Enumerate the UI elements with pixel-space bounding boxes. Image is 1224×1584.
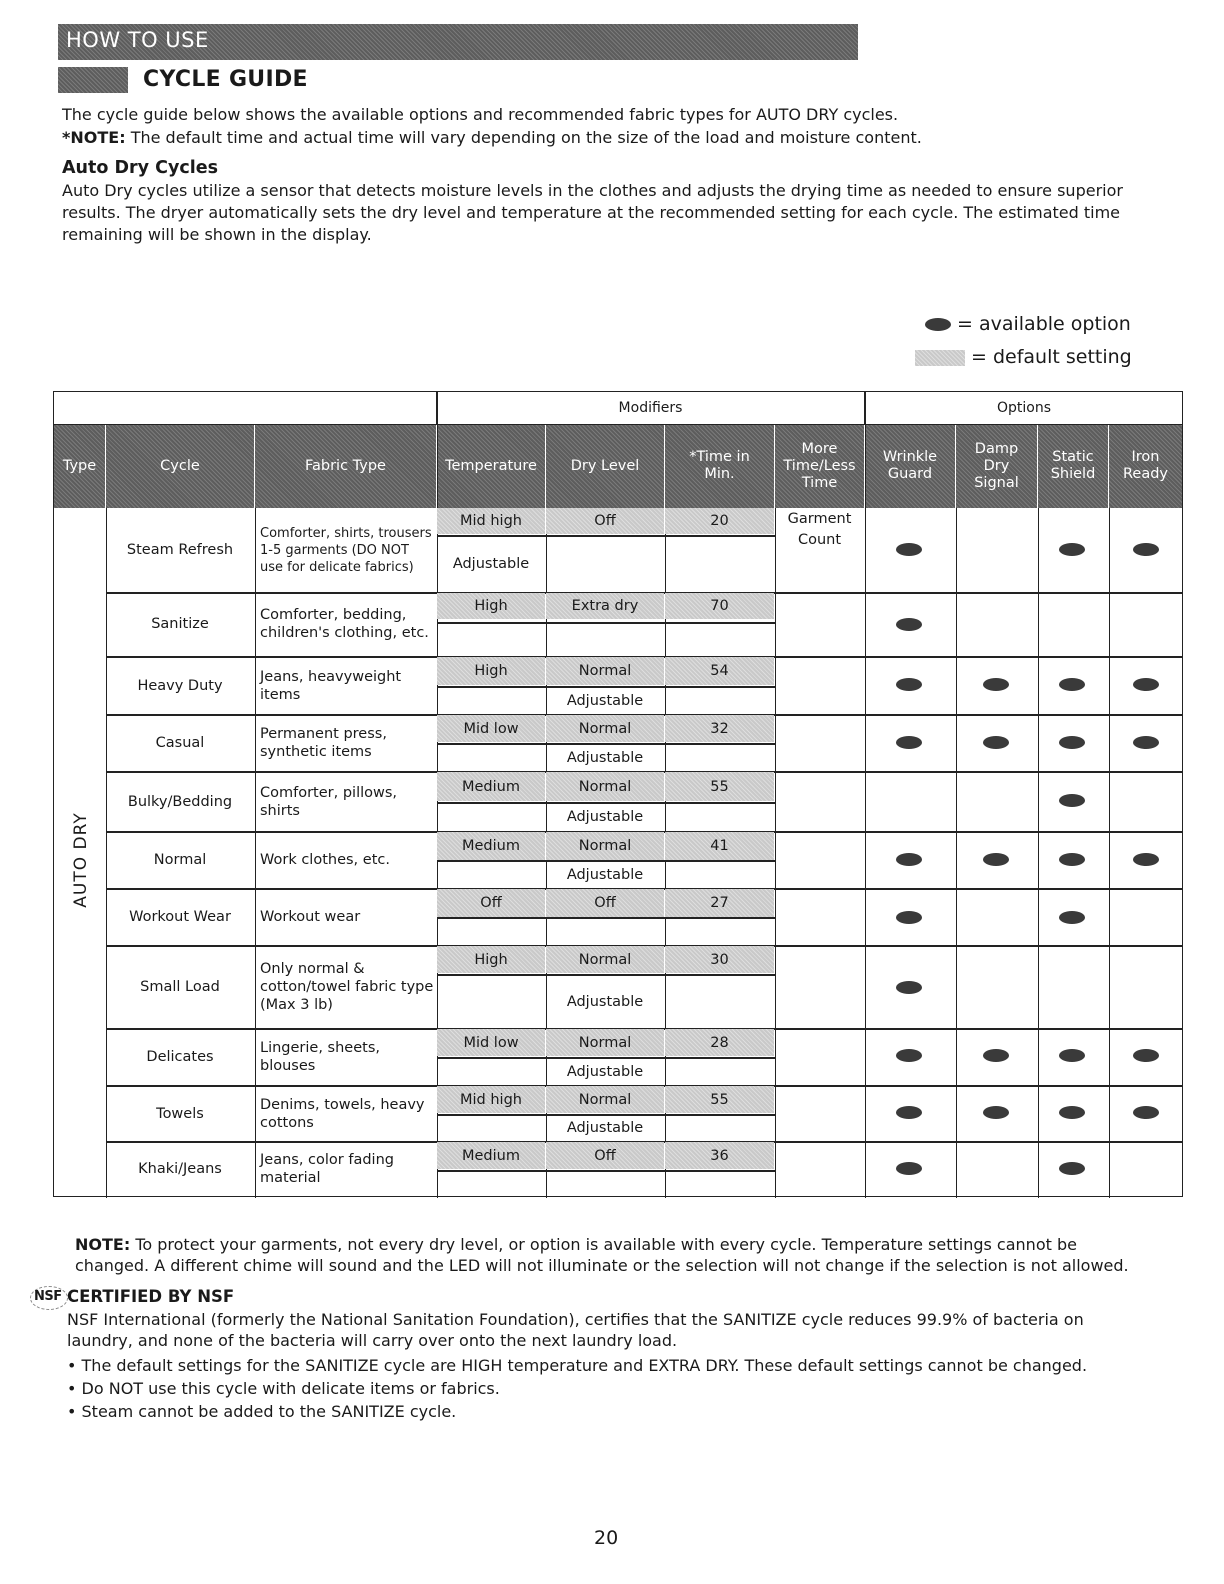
nsf-logo [30, 1286, 66, 1308]
cycle-delicates: Delicates [146, 1049, 214, 1065]
available-dot-icon [1133, 543, 1159, 556]
temp-bulky-bedding: Medium [437, 772, 545, 801]
available-dot-icon [1133, 736, 1159, 749]
dry-adjustable-heavy-duty: Adjustable [566, 692, 644, 709]
banner-text: HOW TO USE [66, 28, 209, 52]
available-dot-icon [1133, 1049, 1159, 1062]
fabric-heavy-duty: Jeans, heavyweight items [260, 668, 402, 703]
col-temperature: Temperature [437, 424, 546, 508]
footer-note [75, 1234, 1129, 1276]
fabric-workout-wear: Workout wear [260, 909, 361, 925]
time-heavy-duty: 54 [665, 657, 774, 685]
temp-delicates: Mid low [437, 1029, 545, 1056]
dry-khaki-jeans: Off [546, 1142, 664, 1169]
time-khaki-jeans: 36 [665, 1142, 774, 1169]
available-dot-icon [983, 678, 1009, 691]
temp-small-load: High [437, 946, 545, 973]
cycle-normal: Normal [153, 852, 207, 868]
available-dot-icon [983, 1106, 1009, 1119]
available-dot-icon [896, 1049, 922, 1062]
time-sanitize: 70 [665, 593, 774, 619]
available-dot-icon [1133, 853, 1159, 866]
available-dot-icon [896, 1162, 922, 1175]
auto-dry-description: Auto Dry cycles utilize a sensor that detects moisture levels in the clothes and adjusts the drying time as needed to ensure superior results. The dryer automatically sets the dry level and temperature at the recommended setting for each cycle. The estimated time remaining will be shown in the display. [62, 181, 1123, 244]
cycle-khaki-jeans: Khaki/Jeans [138, 1161, 222, 1177]
cycle-small-load: Small Load [140, 979, 220, 995]
available-dot-icon [1059, 736, 1085, 749]
temp-steam-refresh: Mid high [437, 508, 545, 534]
nsf-description [67, 1309, 1084, 1351]
bullet-item: • The default settings for the SANITIZE cycle are HIGH temperature and EXTRA DRY. These default settings cannot be changed. [67, 1356, 1088, 1375]
more-less-steam-refresh: Garment Count [787, 511, 852, 548]
nsf-heading: CERTIFIED BY NSF [67, 1287, 235, 1306]
temp-towels: Mid high [437, 1086, 545, 1113]
available-dot-icon [896, 981, 922, 994]
available-dot-icon [983, 1049, 1009, 1062]
time-towels: 55 [665, 1086, 774, 1113]
dry-towels: Normal [546, 1086, 664, 1113]
temp-casual: Mid low [437, 715, 545, 742]
type-label [56, 810, 106, 910]
col-dry-level: Dry Level [546, 424, 665, 508]
available-dot-icon [896, 853, 922, 866]
dry-adjustable-bulky-bedding: Adjustable [566, 809, 644, 825]
available-dot-icon [925, 318, 951, 331]
footer-note-label: NOTE: [75, 1235, 131, 1254]
available-dot-icon [1059, 678, 1085, 691]
available-dot-icon [896, 618, 922, 631]
time-small-load: 30 [665, 946, 774, 973]
section-banner [58, 24, 858, 60]
dry-sanitize: Extra dry [546, 593, 664, 619]
page-number: 20 [594, 1527, 619, 1549]
cycle-bulky-bedding: Bulky/Bedding [127, 793, 233, 810]
dry-adjustable-towels: Adjustable [566, 1120, 644, 1136]
fabric-normal: Work clothes, etc. [260, 852, 390, 868]
fabric-bulky-bedding: Comforter, pillows, shirts [260, 784, 398, 819]
available-dot-icon [1133, 678, 1159, 691]
nsf-logo-text: NSF [34, 1289, 62, 1304]
fabric-khaki-jeans: Jeans, color fading material [260, 1152, 394, 1186]
time-steam-refresh: 20 [665, 508, 774, 534]
col-static-shield: Static Shield [1038, 424, 1109, 508]
time-normal: 41 [665, 832, 774, 860]
available-dot-icon [896, 543, 922, 556]
col-fabric-type: Fabric Type [255, 424, 437, 508]
col-damp-dry-signal: Damp Dry Signal [956, 424, 1038, 508]
time-bulky-bedding: 55 [665, 772, 774, 801]
dry-bulky-bedding: Normal [546, 772, 664, 801]
fabric-delicates: Lingerie, sheets, blouses [260, 1040, 380, 1074]
dry-workout-wear: Off [546, 889, 664, 917]
dry-delicates: Normal [546, 1029, 664, 1056]
dry-adjustable-small-load: Adjustable [566, 993, 644, 1010]
page-title: CYCLE GUIDE [143, 67, 308, 92]
available-dot-icon [896, 678, 922, 691]
intro-note [62, 127, 922, 149]
fabric-steam-refresh: Comforter, shirts, trousers 1-5 garments (DO NOT use for delicate fabrics) [260, 525, 432, 575]
cycle-steam-refresh: Steam Refresh [126, 542, 234, 558]
default-hatch-icon [915, 350, 965, 366]
temp-sanitize: High [437, 593, 545, 619]
dry-heavy-duty: Normal [546, 657, 664, 685]
available-dot-icon [896, 1106, 922, 1119]
available-dot-icon [1059, 911, 1085, 924]
intro-note-text: The default time and actual time will vary depending on the size of the load and moisture content. [125, 128, 922, 147]
temp-workout-wear: Off [437, 889, 545, 917]
temp-khaki-jeans: Medium [437, 1142, 545, 1169]
col-cycle: Cycle [106, 424, 255, 508]
col-more-less-time: More Time/Less Time [775, 424, 865, 508]
group-options: Options [996, 400, 1052, 416]
temp-normal: Medium [437, 832, 545, 860]
table-corner [54, 392, 437, 424]
dry-adjustable-casual: Adjustable [566, 749, 644, 766]
cycle-towels: Towels [156, 1105, 204, 1122]
cycle-heavy-duty: Heavy Duty [137, 677, 223, 694]
section-marker [58, 67, 128, 93]
nsf-line1: NSF International (formerly the National Sanitation Foundation), certifies that the SANITIZE cycle reduces 99.9% of bacteria on [67, 1310, 1084, 1329]
cycle-casual: Casual [155, 735, 205, 751]
time-casual: 32 [665, 715, 774, 742]
dry-normal: Normal [546, 832, 664, 860]
available-dot-icon [1059, 543, 1085, 556]
intro-note-label: *NOTE: [62, 128, 126, 147]
legend-default-text: = default setting [971, 346, 1132, 368]
auto-dry-heading: Auto Dry Cycles [62, 158, 219, 178]
available-dot-icon [983, 853, 1009, 866]
cycle-workout-wear: Workout Wear [129, 909, 231, 925]
dry-small-load: Normal [546, 946, 664, 973]
available-dot-icon [1059, 1106, 1085, 1119]
available-dot-icon [1059, 853, 1085, 866]
temp-adjustable-steam-refresh: Adjustable [452, 556, 530, 572]
fabric-towels: Denims, towels, heavy cottons [260, 1096, 425, 1131]
dry-casual: Normal [546, 715, 664, 742]
footer-note-line2: changed. A different chime will sound and the LED will not illuminate or the selection will not change if the selection is not allowed. [75, 1256, 1129, 1275]
fabric-small-load: Only normal & cotton/towel fabric type (Max 3 lb) [260, 961, 434, 1013]
column-header-row [54, 424, 1182, 508]
legend-available-text: = available option [957, 313, 1131, 335]
intro-line: The cycle guide below shows the available options and recommended fabric types for AUTO DRY cycles. [62, 105, 899, 124]
time-workout-wear: 27 [665, 889, 774, 917]
nsf-line2: laundry, and none of the bacteria will carry over onto the next laundry load. [67, 1331, 678, 1350]
col-iron-ready: Iron Ready [1122, 449, 1168, 482]
available-dot-icon [1059, 1162, 1085, 1175]
col-wrinkle-guard: Wrinkle Guard [865, 424, 956, 508]
available-dot-icon [1133, 1106, 1159, 1119]
time-delicates: 28 [665, 1029, 774, 1056]
available-dot-icon [983, 736, 1009, 749]
dry-steam-refresh: Off [546, 508, 664, 534]
col-time: *Time in Min. [665, 424, 775, 508]
available-dot-icon [896, 736, 922, 749]
type-label-text: AUTO DRY [71, 812, 91, 908]
dry-adjustable-delicates: Adjustable [566, 1063, 644, 1080]
cycle-sanitize: Sanitize [151, 616, 209, 632]
fabric-sanitize: Comforter, bedding, children's clothing, etc. [260, 607, 429, 641]
legend-available [925, 313, 1131, 335]
dry-adjustable-normal: Adjustable [566, 866, 644, 883]
available-dot-icon [1059, 1049, 1085, 1062]
bullet-item: • Steam cannot be added to the SANITIZE cycle. [67, 1402, 457, 1421]
legend-default [915, 346, 1132, 368]
available-dot-icon [1059, 794, 1085, 807]
temp-heavy-duty: High [437, 657, 545, 685]
fabric-casual: Permanent press, synthetic items [260, 726, 387, 760]
footer-note-line1: To protect your garments, not every dry level, or option is available with every cycle. Temperature settings cannot be [130, 1235, 1077, 1254]
col-type: Type [54, 424, 106, 508]
group-modifiers: Modifiers [437, 392, 865, 424]
bullet-item: • Do NOT use this cycle with delicate items or fabrics. [67, 1379, 500, 1398]
available-dot-icon [896, 911, 922, 924]
